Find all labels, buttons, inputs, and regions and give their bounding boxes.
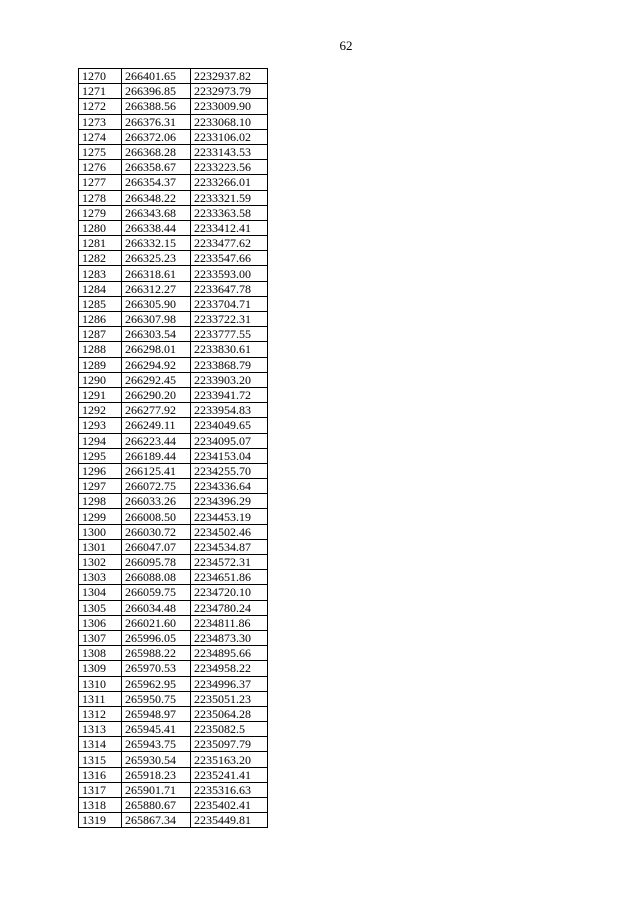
point-number-cell: 1286 xyxy=(79,312,122,327)
point-number-cell: 1282 xyxy=(79,251,122,266)
x-coordinate-cell: 266376.31 xyxy=(122,114,191,129)
table-row xyxy=(79,281,268,296)
point-number-cell: 1305 xyxy=(79,600,122,615)
y-coordinate-cell: 2235241.41 xyxy=(191,767,268,782)
y-coordinate-cell: 2232937.82 xyxy=(191,69,268,84)
x-coordinate-cell: 266348.22 xyxy=(122,190,191,205)
point-number-cell: 1298 xyxy=(79,494,122,509)
y-coordinate-cell: 2233704.71 xyxy=(191,296,268,311)
table-row xyxy=(79,615,268,630)
y-coordinate-cell: 2234572.31 xyxy=(191,555,268,570)
y-coordinate-cell: 2233647.78 xyxy=(191,281,268,296)
point-number-cell: 1284 xyxy=(79,281,122,296)
table-row xyxy=(79,144,268,159)
y-coordinate-cell: 2234996.37 xyxy=(191,676,268,691)
table-row xyxy=(79,463,268,478)
y-coordinate-cell: 2233412.41 xyxy=(191,220,268,235)
y-coordinate-cell: 2233068.10 xyxy=(191,114,268,129)
y-coordinate-cell: 2233143.53 xyxy=(191,144,268,159)
y-coordinate-cell: 2234720.10 xyxy=(191,585,268,600)
point-number-cell: 1316 xyxy=(79,767,122,782)
x-coordinate-cell: 265867.34 xyxy=(122,813,191,828)
x-coordinate-cell: 266332.15 xyxy=(122,236,191,251)
point-number-cell: 1287 xyxy=(79,327,122,342)
x-coordinate-cell: 265901.71 xyxy=(122,782,191,797)
point-number-cell: 1281 xyxy=(79,236,122,251)
point-number-cell: 1271 xyxy=(79,84,122,99)
table-row xyxy=(79,403,268,418)
table-row xyxy=(79,570,268,585)
page-number: 62 xyxy=(339,38,353,53)
x-coordinate-cell: 266305.90 xyxy=(122,296,191,311)
x-coordinate-cell: 266059.75 xyxy=(122,585,191,600)
x-coordinate-cell: 266290.20 xyxy=(122,387,191,402)
point-number-cell: 1270 xyxy=(79,69,122,84)
y-coordinate-cell: 2233941.72 xyxy=(191,387,268,402)
x-coordinate-cell: 266368.28 xyxy=(122,144,191,159)
table-row xyxy=(79,539,268,554)
point-number-cell: 1285 xyxy=(79,296,122,311)
table-row xyxy=(79,691,268,706)
x-coordinate-cell: 266008.50 xyxy=(122,509,191,524)
table-row xyxy=(79,266,268,281)
y-coordinate-cell: 2233903.20 xyxy=(191,372,268,387)
point-number-cell: 1313 xyxy=(79,722,122,737)
y-coordinate-cell: 2233363.58 xyxy=(191,205,268,220)
x-coordinate-cell: 266072.75 xyxy=(122,479,191,494)
x-coordinate-cell: 266307.98 xyxy=(122,312,191,327)
table-row xyxy=(79,99,268,114)
x-coordinate-cell: 266325.23 xyxy=(122,251,191,266)
y-coordinate-cell: 2233547.66 xyxy=(191,251,268,266)
point-number-cell: 1299 xyxy=(79,509,122,524)
y-coordinate-cell: 2233223.56 xyxy=(191,160,268,175)
table-row xyxy=(79,585,268,600)
y-coordinate-cell: 2235097.79 xyxy=(191,737,268,752)
point-number-cell: 1273 xyxy=(79,114,122,129)
point-number-cell: 1292 xyxy=(79,403,122,418)
y-coordinate-cell: 2235082.5 xyxy=(191,722,268,737)
point-number-cell: 1293 xyxy=(79,418,122,433)
table-row xyxy=(79,448,268,463)
x-coordinate-cell: 266396.85 xyxy=(122,84,191,99)
y-coordinate-cell: 2233830.61 xyxy=(191,342,268,357)
y-coordinate-cell: 2234780.24 xyxy=(191,600,268,615)
coordinates-table xyxy=(78,68,268,828)
y-coordinate-cell: 2233009.90 xyxy=(191,99,268,114)
x-coordinate-cell: 266358.67 xyxy=(122,160,191,175)
x-coordinate-cell: 266318.61 xyxy=(122,266,191,281)
y-coordinate-cell: 2233106.02 xyxy=(191,129,268,144)
x-coordinate-cell: 266189.44 xyxy=(122,448,191,463)
x-coordinate-cell: 266338.44 xyxy=(122,220,191,235)
x-coordinate-cell: 266294.92 xyxy=(122,357,191,372)
y-coordinate-cell: 2234534.87 xyxy=(191,539,268,554)
y-coordinate-cell: 2234958.22 xyxy=(191,661,268,676)
x-coordinate-cell: 266088.08 xyxy=(122,570,191,585)
table-row xyxy=(79,418,268,433)
table-row xyxy=(79,84,268,99)
point-number-cell: 1312 xyxy=(79,706,122,721)
y-coordinate-cell: 2233266.01 xyxy=(191,175,268,190)
y-coordinate-cell: 2233593.00 xyxy=(191,266,268,281)
point-number-cell: 1308 xyxy=(79,646,122,661)
point-number-cell: 1317 xyxy=(79,782,122,797)
point-number-cell: 1290 xyxy=(79,372,122,387)
x-coordinate-cell: 265962.95 xyxy=(122,676,191,691)
table-row xyxy=(79,752,268,767)
point-number-cell: 1291 xyxy=(79,387,122,402)
x-coordinate-cell: 266223.44 xyxy=(122,433,191,448)
table-row xyxy=(79,479,268,494)
point-number-cell: 1307 xyxy=(79,630,122,645)
y-coordinate-cell: 2233722.31 xyxy=(191,312,268,327)
point-number-cell: 1280 xyxy=(79,220,122,235)
table-row xyxy=(79,357,268,372)
x-coordinate-cell: 266095.78 xyxy=(122,555,191,570)
x-coordinate-cell: 266372.06 xyxy=(122,129,191,144)
point-number-cell: 1276 xyxy=(79,160,122,175)
table-row xyxy=(79,722,268,737)
point-number-cell: 1314 xyxy=(79,737,122,752)
table-row xyxy=(79,433,268,448)
table-row xyxy=(79,160,268,175)
y-coordinate-cell: 2235051.23 xyxy=(191,691,268,706)
y-coordinate-cell: 2234502.46 xyxy=(191,524,268,539)
point-number-cell: 1288 xyxy=(79,342,122,357)
point-number-cell: 1303 xyxy=(79,570,122,585)
table-row xyxy=(79,129,268,144)
x-coordinate-cell: 265918.23 xyxy=(122,767,191,782)
point-number-cell: 1274 xyxy=(79,129,122,144)
y-coordinate-cell: 2233321.59 xyxy=(191,190,268,205)
y-coordinate-cell: 2234651.86 xyxy=(191,570,268,585)
y-coordinate-cell: 2234453.19 xyxy=(191,509,268,524)
x-coordinate-cell: 265948.97 xyxy=(122,706,191,721)
x-coordinate-cell: 266033.26 xyxy=(122,494,191,509)
x-coordinate-cell: 265943.75 xyxy=(122,737,191,752)
y-coordinate-cell: 2233477.62 xyxy=(191,236,268,251)
table-row xyxy=(79,555,268,570)
table-row xyxy=(79,676,268,691)
table-row xyxy=(79,220,268,235)
y-coordinate-cell: 2234255.70 xyxy=(191,463,268,478)
point-number-cell: 1278 xyxy=(79,190,122,205)
table-row xyxy=(79,342,268,357)
x-coordinate-cell: 265996.05 xyxy=(122,630,191,645)
x-coordinate-cell: 266021.60 xyxy=(122,615,191,630)
point-number-cell: 1275 xyxy=(79,144,122,159)
y-coordinate-cell: 2235449.81 xyxy=(191,813,268,828)
y-coordinate-cell: 2234873.30 xyxy=(191,630,268,645)
y-coordinate-cell: 2234895.66 xyxy=(191,646,268,661)
point-number-cell: 1311 xyxy=(79,691,122,706)
y-coordinate-cell: 2232973.79 xyxy=(191,84,268,99)
y-coordinate-cell: 2234049.65 xyxy=(191,418,268,433)
point-number-cell: 1279 xyxy=(79,205,122,220)
x-coordinate-cell: 266030.72 xyxy=(122,524,191,539)
table-row xyxy=(79,813,268,828)
y-coordinate-cell: 2235163.20 xyxy=(191,752,268,767)
x-coordinate-cell: 266343.68 xyxy=(122,205,191,220)
coordinates-table-body xyxy=(79,69,268,828)
y-coordinate-cell: 2234153.04 xyxy=(191,448,268,463)
point-number-cell: 1302 xyxy=(79,555,122,570)
point-number-cell: 1277 xyxy=(79,175,122,190)
point-number-cell: 1306 xyxy=(79,615,122,630)
x-coordinate-cell: 265930.54 xyxy=(122,752,191,767)
x-coordinate-cell: 266298.01 xyxy=(122,342,191,357)
y-coordinate-cell: 2233868.79 xyxy=(191,357,268,372)
point-number-cell: 1315 xyxy=(79,752,122,767)
table-row xyxy=(79,327,268,342)
x-coordinate-cell: 265950.75 xyxy=(122,691,191,706)
y-coordinate-cell: 2235064.28 xyxy=(191,706,268,721)
point-number-cell: 1300 xyxy=(79,524,122,539)
x-coordinate-cell: 265970.53 xyxy=(122,661,191,676)
x-coordinate-cell: 266388.56 xyxy=(122,99,191,114)
table-row xyxy=(79,114,268,129)
y-coordinate-cell: 2234811.86 xyxy=(191,615,268,630)
table-row xyxy=(79,387,268,402)
table-row xyxy=(79,251,268,266)
table-row xyxy=(79,205,268,220)
x-coordinate-cell: 266292.45 xyxy=(122,372,191,387)
table-row xyxy=(79,661,268,676)
point-number-cell: 1318 xyxy=(79,798,122,813)
x-coordinate-cell: 265880.67 xyxy=(122,798,191,813)
x-coordinate-cell: 265945.41 xyxy=(122,722,191,737)
table-row xyxy=(79,798,268,813)
point-number-cell: 1310 xyxy=(79,676,122,691)
table-row xyxy=(79,524,268,539)
y-coordinate-cell: 2234396.29 xyxy=(191,494,268,509)
table-row xyxy=(79,737,268,752)
x-coordinate-cell: 266312.27 xyxy=(122,281,191,296)
x-coordinate-cell: 266125.41 xyxy=(122,463,191,478)
x-coordinate-cell: 266277.92 xyxy=(122,403,191,418)
x-coordinate-cell: 266354.37 xyxy=(122,175,191,190)
x-coordinate-cell: 266303.54 xyxy=(122,327,191,342)
y-coordinate-cell: 2233777.55 xyxy=(191,327,268,342)
point-number-cell: 1301 xyxy=(79,539,122,554)
point-number-cell: 1296 xyxy=(79,463,122,478)
table-row xyxy=(79,509,268,524)
point-number-cell: 1272 xyxy=(79,99,122,114)
y-coordinate-cell: 2235402.41 xyxy=(191,798,268,813)
table-row xyxy=(79,312,268,327)
point-number-cell: 1295 xyxy=(79,448,122,463)
point-number-cell: 1283 xyxy=(79,266,122,281)
x-coordinate-cell: 266401.65 xyxy=(122,69,191,84)
y-coordinate-cell: 2235316.63 xyxy=(191,782,268,797)
x-coordinate-cell: 266034.48 xyxy=(122,600,191,615)
x-coordinate-cell: 265988.22 xyxy=(122,646,191,661)
y-coordinate-cell: 2234336.64 xyxy=(191,479,268,494)
point-number-cell: 1309 xyxy=(79,661,122,676)
table-row xyxy=(79,494,268,509)
point-number-cell: 1304 xyxy=(79,585,122,600)
table-row xyxy=(79,69,268,84)
table-row xyxy=(79,600,268,615)
table-row xyxy=(79,372,268,387)
table-row xyxy=(79,175,268,190)
table-row xyxy=(79,767,268,782)
table-row xyxy=(79,782,268,797)
point-number-cell: 1319 xyxy=(79,813,122,828)
table-row xyxy=(79,236,268,251)
y-coordinate-cell: 2233954.83 xyxy=(191,403,268,418)
point-number-cell: 1294 xyxy=(79,433,122,448)
table-row xyxy=(79,190,268,205)
table-row xyxy=(79,296,268,311)
x-coordinate-cell: 266047.07 xyxy=(122,539,191,554)
point-number-cell: 1297 xyxy=(79,479,122,494)
y-coordinate-cell: 2234095.07 xyxy=(191,433,268,448)
table-row xyxy=(79,706,268,721)
x-coordinate-cell: 266249.11 xyxy=(122,418,191,433)
point-number-cell: 1289 xyxy=(79,357,122,372)
table-row xyxy=(79,630,268,645)
table-row xyxy=(79,646,268,661)
